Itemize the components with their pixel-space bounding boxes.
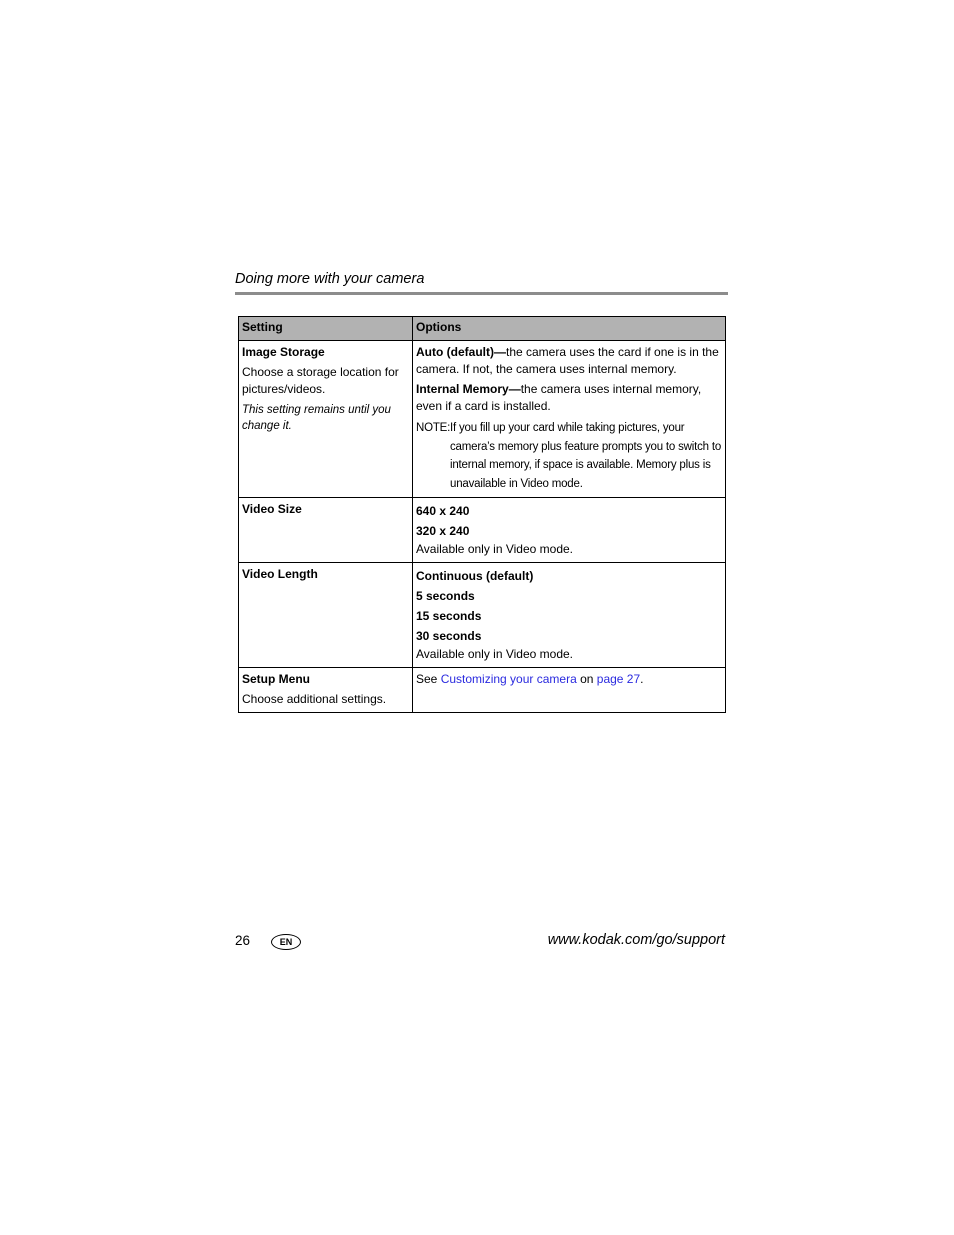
options-cell: [413, 563, 726, 668]
setting-title: Setup Menu: [242, 672, 310, 686]
setting-description: Choose a storage location for pictures/videos.: [242, 365, 399, 396]
setting-cell: [239, 498, 413, 563]
option-item: 15 seconds: [416, 609, 482, 623]
header-rule: [235, 292, 728, 295]
option-text: [416, 344, 722, 378]
option-label: Auto (default)—: [416, 345, 506, 359]
settings-table: [238, 316, 726, 713]
option-item: 30 seconds: [416, 629, 482, 643]
running-title: Doing more with your camera: [235, 271, 425, 287]
customizing-camera-link[interactable]: Customizing your camera: [440, 672, 577, 686]
option-label: Internal Memory—: [416, 382, 521, 396]
table-row: [239, 341, 726, 498]
page-27-link[interactable]: page 27: [596, 672, 641, 686]
setting-title: Video Length: [242, 567, 318, 581]
page-number: 26: [235, 933, 251, 948]
note-text: If you fill up your card while taking pictures, your camera’s memory plus feature prompts you to switch to internal memory, if space is available. Memory plus is unavailable in Video mode.: [450, 422, 722, 490]
option-text: [416, 671, 722, 688]
option-note: Available only in Video mode.: [416, 542, 573, 556]
setting-title: Video Size: [242, 502, 302, 516]
column-header-setting: Setting: [239, 317, 413, 341]
column-header-options: Options: [413, 317, 726, 341]
language-badge: EN: [271, 934, 301, 950]
note-label: NOTE:: [416, 422, 451, 434]
option-item: 320 x 240: [416, 524, 470, 538]
option-item: 5 seconds: [416, 589, 475, 603]
setting-note: This setting remains until you change it.: [242, 404, 391, 432]
option-note: Available only in Video mode.: [416, 647, 573, 661]
table-row: [239, 498, 726, 563]
on-text: on: [576, 672, 597, 686]
table-row: [239, 668, 726, 713]
option-item: Continuous (default): [416, 569, 534, 583]
options-cell: [413, 668, 726, 713]
option-description: the camera uses the card if one is in the camera. If not, the camera uses internal memory.: [416, 345, 719, 376]
options-cell: [413, 498, 726, 563]
setting-title: Image Storage: [242, 345, 325, 359]
see-text: See: [416, 672, 441, 686]
table-row: [239, 563, 726, 668]
setting-cell: [239, 341, 413, 498]
note-block: [416, 419, 722, 493]
option-text: [416, 381, 722, 415]
table-header-row: [239, 317, 726, 341]
setting-cell: [239, 563, 413, 668]
setting-description: Choose additional settings.: [242, 692, 387, 706]
support-url: www.kodak.com/go/support: [547, 932, 725, 948]
options-cell: [413, 341, 726, 498]
option-item: 640 x 240: [416, 504, 470, 518]
option-description: the camera uses internal memory, even if a card is installed.: [416, 382, 702, 413]
setting-cell: [239, 668, 413, 713]
period-text: .: [640, 672, 644, 686]
